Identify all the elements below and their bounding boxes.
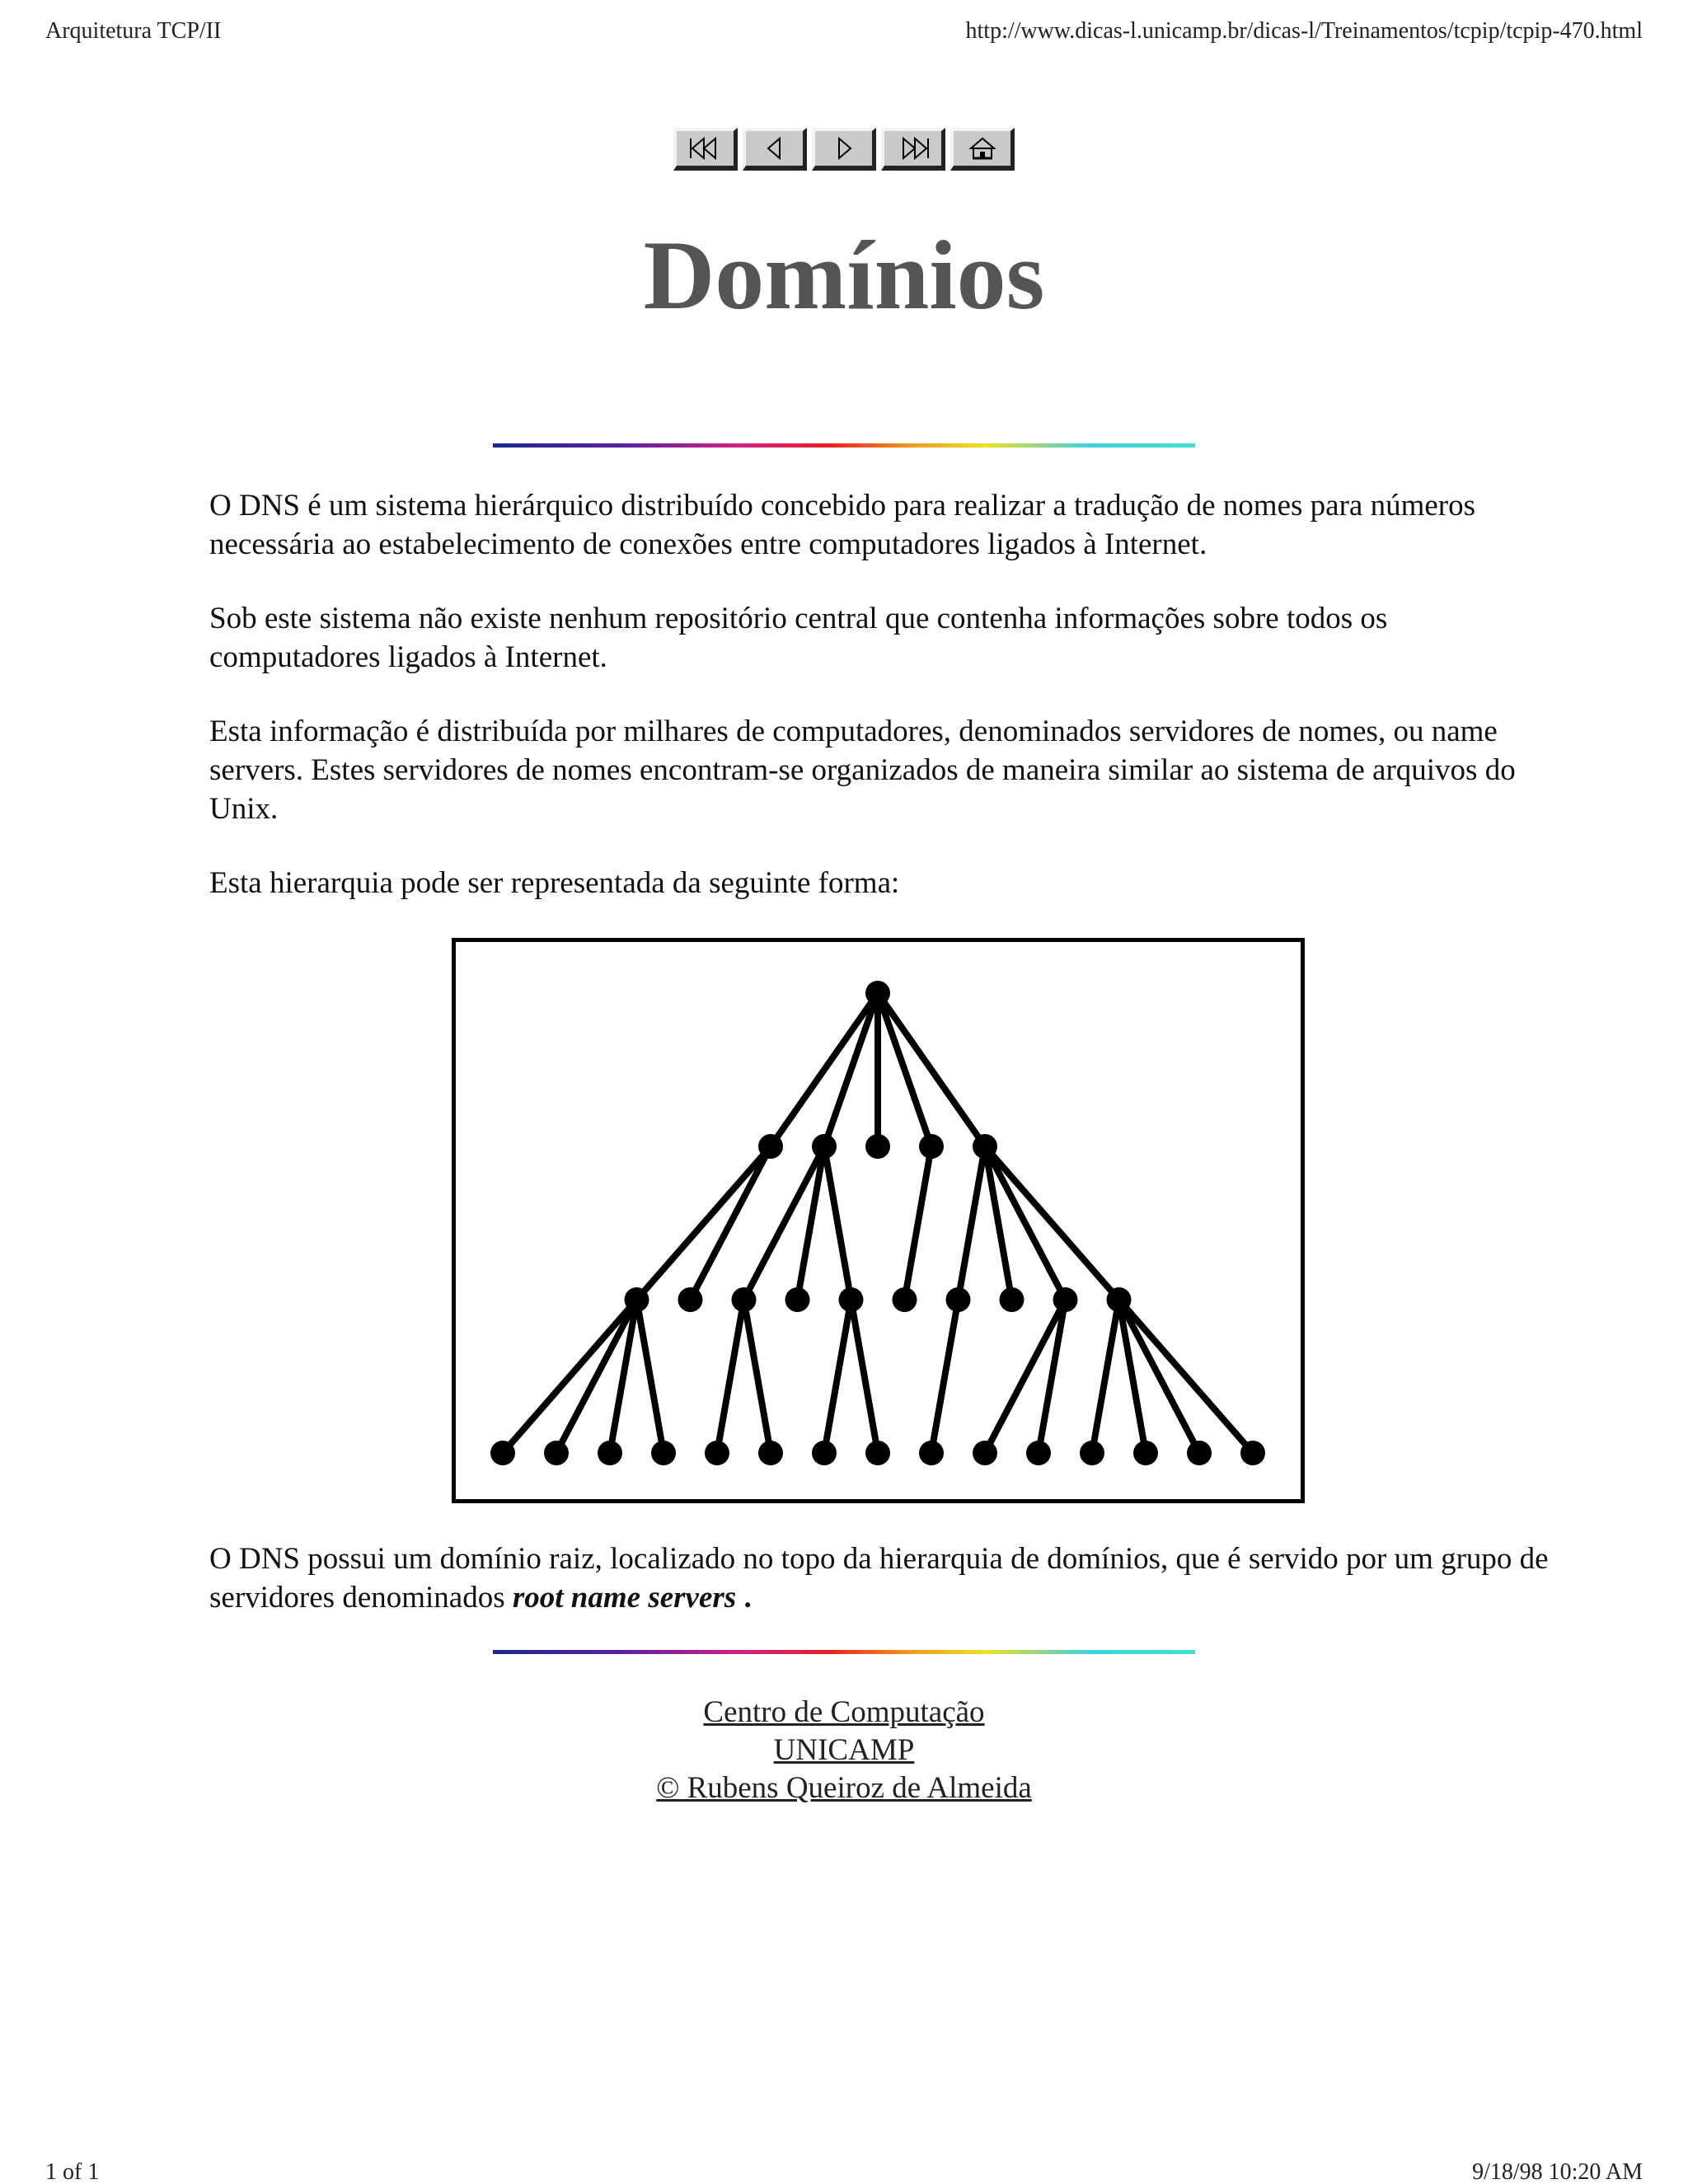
double-right-arrow-icon [892, 135, 935, 162]
tree-edge [905, 1146, 932, 1300]
print-timestamp: 9/18/98 10:20 AM [1472, 2159, 1643, 2184]
tree-leaf-node [1187, 1441, 1212, 1465]
tree-leaf-node [865, 1441, 890, 1465]
last-page-button[interactable] [881, 128, 945, 171]
tree-edge [771, 993, 878, 1146]
tree-leaf-node [1133, 1441, 1158, 1465]
print-header-title: Arquitetura TCP/II [45, 18, 222, 44]
tree-level2-node [839, 1287, 864, 1312]
tree-leaf-node [705, 1441, 729, 1465]
print-header [45, 18, 1643, 45]
tree-leaf-node [919, 1441, 944, 1465]
home-button[interactable] [950, 128, 1015, 171]
paragraph-text: Sob este sistema não existe nenhum repositório central que contenha informações sobre todos os computadores ligados à Internet. [209, 602, 1388, 674]
root-name-servers-term: root name servers [512, 1581, 737, 1615]
tree-level1-node [865, 1134, 890, 1159]
double-left-arrow-icon [684, 135, 727, 162]
tree-leaf-node [490, 1441, 515, 1465]
tree-leaf-node [758, 1441, 783, 1465]
tree-edge [824, 1146, 851, 1300]
tree-edge [931, 1300, 959, 1453]
tree-level2-node [893, 1287, 917, 1312]
tree-level2-node [1107, 1287, 1132, 1312]
tree-root-node [865, 981, 890, 1005]
tree-edge [637, 1300, 664, 1453]
tree-level2-node [946, 1287, 971, 1312]
first-page-button[interactable] [673, 128, 738, 171]
footer-links [0, 1694, 1688, 1807]
tree-level1-node [973, 1134, 997, 1159]
previous-page-button[interactable] [743, 128, 807, 171]
tree-level2-node [625, 1287, 649, 1312]
tree-edge [878, 993, 985, 1146]
tree-leaf-node [1080, 1441, 1104, 1465]
left-arrow-icon [753, 135, 796, 162]
dns-tree-svg [456, 942, 1301, 1499]
tree-edge [824, 1300, 851, 1453]
tree-edge [1092, 1300, 1119, 1453]
paragraph-period: . [743, 1581, 752, 1615]
tree-edge [959, 1146, 986, 1300]
tree-level1-node [919, 1134, 944, 1159]
tree-edge [744, 1300, 771, 1453]
next-page-button[interactable] [812, 128, 876, 171]
tree-leaf-node [1240, 1441, 1265, 1465]
tree-leaf-node [598, 1441, 622, 1465]
tree-level2-node [1000, 1287, 1025, 1312]
print-header-url: http://www.dicas-l.unicamp.br/dicas-l/Treinamentos/tcpip/tcpip-470.html [965, 18, 1643, 44]
paragraph-hierarchy-intro [209, 864, 1561, 902]
tree-leaf-node [544, 1441, 569, 1465]
tree-level2-node [785, 1287, 810, 1312]
author-link[interactable]: © Rubens Queiroz de Almeida [656, 1771, 1032, 1805]
paragraph-text: Esta informação é distribuída por milhares de computadores, denominados servidores de nomes, ou name servers. Estes servidores de nomes encontram-se organizados de maneira similar ao sistema de arquivos do Unix. [209, 715, 1516, 826]
tree-leaf-node [812, 1441, 837, 1465]
tree-edge [851, 1300, 879, 1453]
centro-computacao-link[interactable]: Centro de Computação [703, 1695, 985, 1729]
tree-level1-node [812, 1134, 837, 1159]
paragraph-root-domain [209, 1540, 1561, 1617]
tree-level2-node [678, 1287, 703, 1312]
tree-leaf-node [1026, 1441, 1051, 1465]
tree-edge [824, 993, 878, 1146]
dns-hierarchy-diagram [452, 938, 1305, 1503]
tree-leaf-node [973, 1441, 997, 1465]
paragraph-no-central-repo [209, 599, 1561, 677]
paragraph-text: O DNS possui um domínio raiz, localizado no topo da hierarquia de domínios, que é servido por um grupo de servidores denominados [209, 1542, 1549, 1615]
paragraph-name-servers [209, 712, 1561, 828]
paragraph-dns-intro [209, 486, 1561, 564]
unicamp-link[interactable]: UNICAMP [773, 1733, 915, 1767]
navigation-bar [0, 128, 1688, 171]
tree-leaf-node [651, 1441, 676, 1465]
tree-level2-node [732, 1287, 757, 1312]
rainbow-divider-top [493, 443, 1195, 448]
home-icon [961, 135, 1004, 162]
tree-edge [878, 993, 931, 1146]
page-title: Domínios [643, 220, 1045, 330]
page-count: 1 of 1 [45, 2159, 100, 2184]
paragraph-text: Esta hierarquia pode ser representada da seguinte forma: [209, 866, 900, 900]
right-arrow-icon [823, 135, 865, 162]
paragraph-text: O DNS é um sistema hierárquico distribuído concebido para realizar a tradução de nomes para números necessária ao estabelecimento de conexões entre computadores ligados à Internet. [209, 489, 1475, 561]
print-footer [45, 2159, 1643, 2184]
rainbow-divider-bottom [493, 1650, 1195, 1654]
tree-level1-node [758, 1134, 783, 1159]
tree-edge [717, 1300, 744, 1453]
tree-level2-node [1053, 1287, 1078, 1312]
